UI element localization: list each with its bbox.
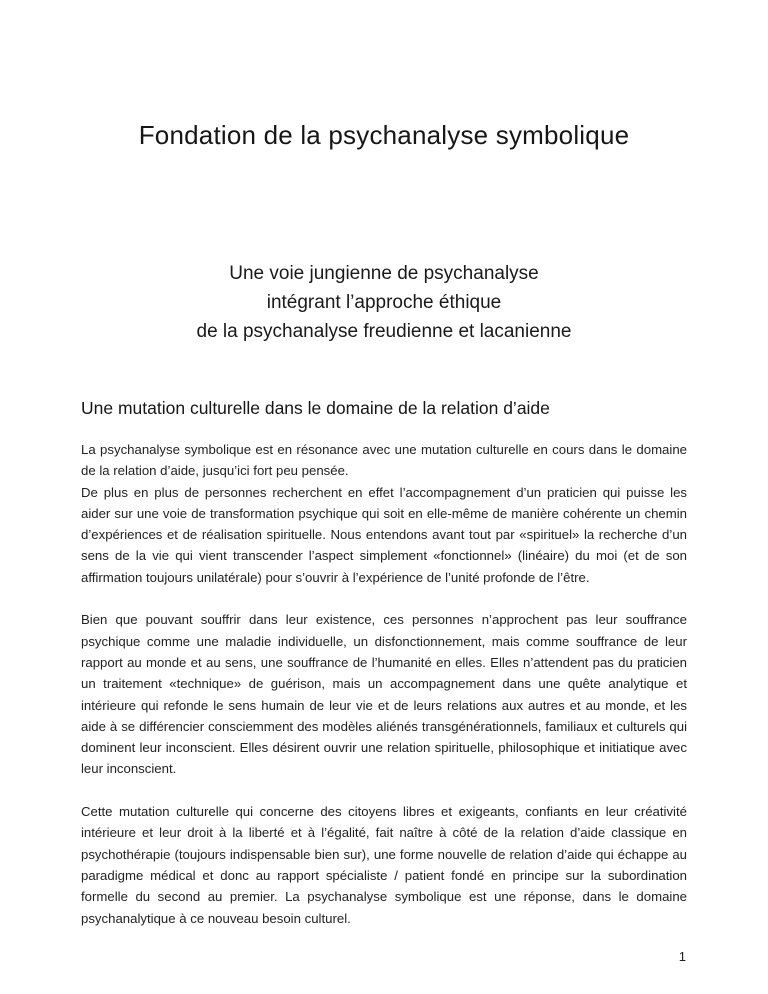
subtitle-line-3: de la psychanalyse freudienne et lacanienne xyxy=(196,321,572,342)
section-heading: Une mutation culturelle dans le domaine de la relation d’aide xyxy=(81,398,550,418)
subtitle-line-2: intégrant l’approche éthique xyxy=(266,292,502,313)
subtitle-line-1: Une voie jungienne de psychanalyse xyxy=(229,263,539,284)
page-number: 1 xyxy=(678,949,686,964)
document-subtitle xyxy=(81,259,687,346)
paragraph-2: De plus en plus de personnes recherchent en effet l’accompagnement d’un praticien qui puisse les aider sur une voie de transformation psychique qui soit en elle-même de manière cohérente un chemin d’expériences et de réalisation spirituelle. Nous entendons avant tout par «spirituel» la recherche d’un sens de la vie qui vient transcender l’aspect simplement «fonctionnel» (linéaire) du moi (et de son affirmation toujours unilatérale) pour s’ouvrir à l’expérience de l’unité profonde de l’être. xyxy=(81,484,687,585)
document-title: Fondation de la psychanalyse symbolique xyxy=(138,120,630,150)
paragraph-3: Bien que pouvant souffrir dans leur existence, ces personnes n’approchent pas leur souffrance psychique comme une maladie individuelle, un disfonctionnement, mais comme souffrance de leur rapport au monde et au sens, une souffrance de l’humanité en elles. Elles n’attendent pas du praticien un traitement «technique» de guérison, mais un accompagnement dans une quête analytique et intérieure qui refonde le sens humain de leur vie et de leurs relations aux autres et au monde, et les aide à se différencier consciemment des modèles aliénés transgénérationnels, familiaux et culturels qui dominent leur inconscient. Elles désirent ouvrir une relation spirituelle, philosophique et initiatique avec leur inconscient. xyxy=(81,612,687,777)
paragraph-1: La psychanalyse symbolique est en résonance avec une mutation culturelle en cours dans le domaine de la relation d’aide, jusqu’ici fort peu pensée. xyxy=(81,442,687,479)
body-text xyxy=(81,439,687,929)
paragraph-4: Cette mutation culturelle qui concerne des citoyens libres et exigeants, confiants en leur créativité intérieure et leur droit à la liberté et à l’égalité, fait naître à côté de la relation d’aide classique en psychothérapie (toujours indispensable bien sur), une forme nouvelle de relation d’aide qui échappe au paradigme médical et donc au rapport spécialiste / patient fondé en principe sur la subordination formelle du second au premier. La psychanalyse symbolique est une réponse, dans le domaine psychanalytique à ce nouveau besoin culturel. xyxy=(81,804,687,926)
